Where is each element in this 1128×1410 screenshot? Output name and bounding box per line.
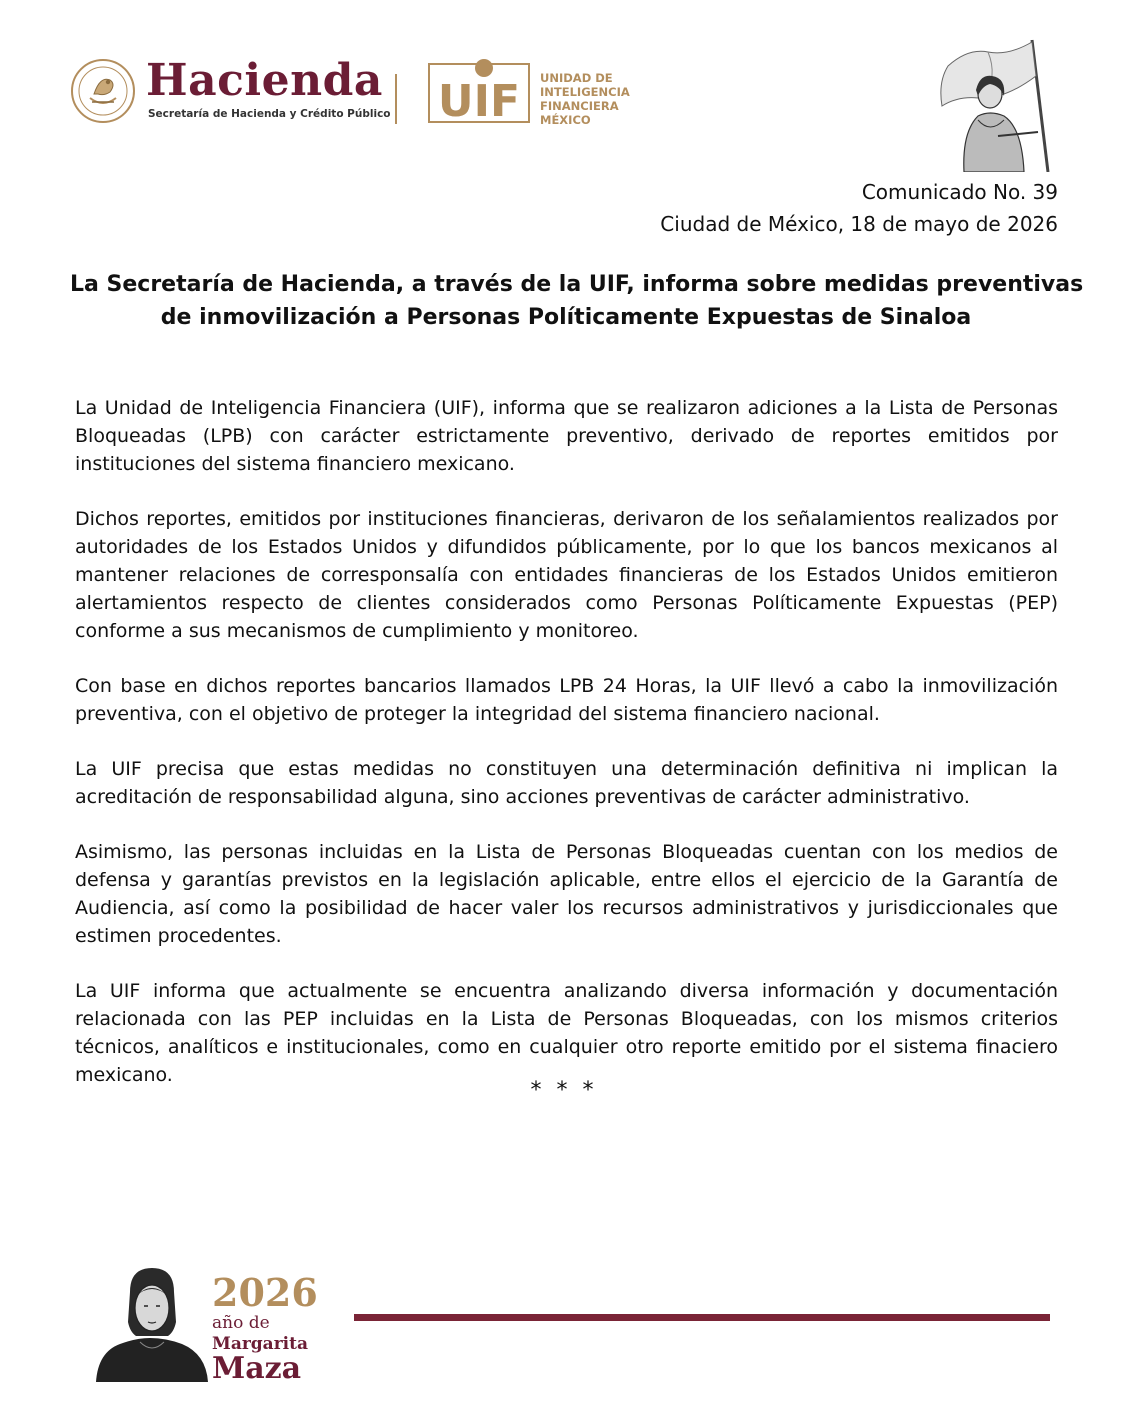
footer-margarita: Margarita [212, 1334, 308, 1354]
margarita-maza-portrait [90, 1262, 210, 1382]
title-line: La Secretaría de Hacienda, a través de la UIF, informa sobre medidas preventivas [70, 272, 1084, 297]
body-paragraph: Asimismo, las personas incluidas en la Lista de Personas Bloqueadas cuentan con los medios de defensa y garantías previstos en la legislación aplicable, entre ellos el ejercicio de la Garantía de Audiencia, así como la posibilidad de hacer valer los recursos administrativos y jurisdiccionales que estimen procedentes. [75, 841, 1058, 947]
logo-divider [395, 74, 397, 124]
body-paragraph: La Unidad de Inteligencia Financiera (UIF), informa que se realizaron adiciones a la Lista de Personas Bloqueadas (LPB) con carácter estrictamente preventivo, derivado de reportes emitidos por instituciones del sistema financiero mexicano. [75, 397, 1058, 475]
footer-maza: Maza [212, 1351, 302, 1386]
mexican-coat-of-arms-seal-icon [70, 58, 136, 124]
footer-year: 2026 [212, 1270, 318, 1315]
uif-caption-line: INTELIGENCIA [540, 85, 630, 99]
body-paragraph: La UIF precisa que estas medidas no constituyen una determinación definitiva ni implican la acreditación de responsabilidad alguna, sino acciones preventivas de carácter administrativo. [75, 758, 1058, 808]
body-paragraph: La UIF informa que actualmente se encuentra analizando diversa información y documentación relacionada con las PEP incluidas en la Lista de Personas Bloqueadas, con los mismos criterios técnicos, analíticos e institucionales, como en cualquier otro reporte emitido por el sistema finaciero mexicano. [75, 980, 1058, 1086]
body-paragraph: Dichos reportes, emitidos por instituciones financieras, derivaron de los señalamientos realizados por autoridades de los Estados Unidos y difundidos públicamente, por lo que los bancos mexicanos al mantener relaciones de corresponsalía con entidades financieras de los Estados Unidos emitieron alertamientos respecto de clientes considerados como Personas Políticamente Expuestas (PEP) conforme a sus mecanismos de cumplimiento y monitoreo. [75, 508, 1058, 642]
uif-caption-line: UNIDAD DE [540, 71, 613, 85]
comunicado-number: Comunicado No. 39 [861, 180, 1058, 204]
document-header [0, 0, 1128, 180]
title-line: de inmovilización a Personas Políticamente Expuestas de Sinaloa [160, 305, 972, 330]
place-date: Ciudad de México, 18 de mayo de 2026 [660, 212, 1058, 236]
document-body [75, 394, 1058, 1116]
uif-logo-text: UIF [437, 76, 521, 124]
hacienda-logo-name: Hacienda [146, 55, 383, 106]
document-meta [660, 176, 1058, 240]
uif-logo-caption [540, 71, 660, 127]
footer-rule [354, 1314, 1050, 1321]
heroine-with-flag-illustration [928, 36, 1060, 172]
end-separator: * * * [530, 1078, 598, 1103]
uif-caption-line: MÉXICO [540, 113, 591, 127]
document-title [70, 268, 1084, 334]
footer-ano-de: año de [212, 1313, 270, 1333]
hacienda-logo-subtitle: Secretaría de Hacienda y Crédito Público [148, 108, 391, 120]
uif-caption-line: FINANCIERA [540, 99, 619, 113]
uif-logo-icon [428, 58, 530, 124]
body-paragraph: Con base en dichos reportes bancarios llamados LPB 24 Horas, la UIF llevó a cabo la inmovilización preventiva, con el objetivo de proteger la integridad del sistema financiero nacional. [75, 675, 1058, 725]
